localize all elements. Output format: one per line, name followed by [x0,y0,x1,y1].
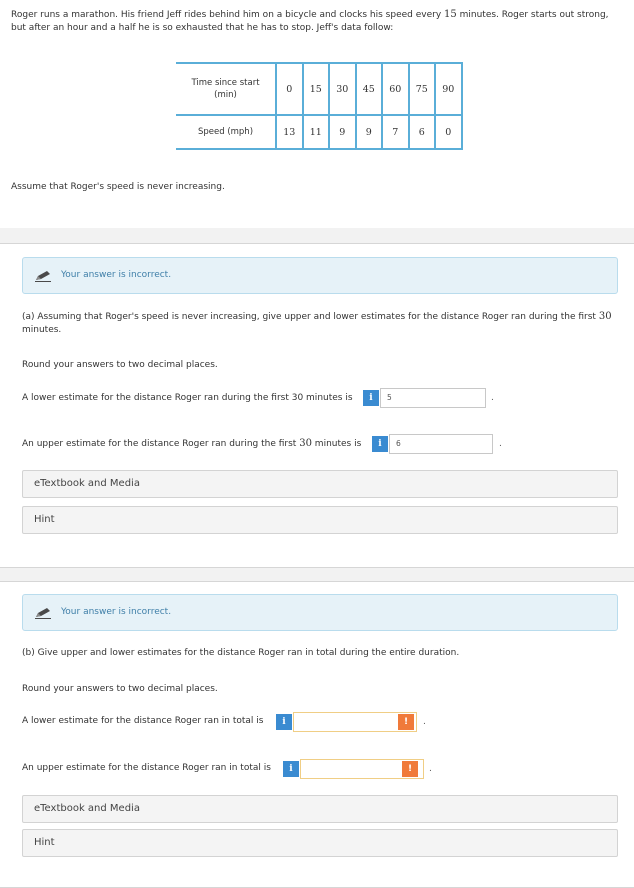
total-upper-estimate-label: An upper estimate for the distance Roger ran in total is [22,763,271,773]
problem-statement [0,0,634,228]
part-a-feedback [22,257,618,294]
upper-label-text: An upper estimate for the distance Roger ran during the first [22,439,300,449]
part-b-question: (b) Give upper and lower estimates for the distance Roger ran in total during the entire duration. [22,648,460,658]
intro-text-part1: Roger runs a marathon. His friend Jeff rides behind him on a bicycle and clocks his speed every [11,10,445,20]
period: . [499,439,502,449]
period: . [429,764,432,774]
assumption-text: Assume that Roger's speed is never increasing. [11,182,225,192]
time-cell: 30 [329,63,356,115]
time-cell: 45 [356,63,383,115]
upper-estimate-input[interactable]: 6 [389,434,493,454]
period: . [423,717,426,727]
speed-cell: 0 [435,115,462,149]
time-row [176,63,462,115]
speed-data-table [176,62,463,150]
warning-icon: ! [402,761,418,777]
intro-interval-number: 15 [444,9,457,20]
info-icon[interactable]: i [283,761,299,777]
upper-label-text-end: minutes is [311,439,362,449]
intro-text-part2: minutes. Roger starts out strong, but after an hour and a half he is so exhausted that he has to stop. Jeff's data follow: [11,10,609,33]
speed-label: Speed (mph) [176,115,276,149]
time-label-line2: (min) [214,90,237,100]
warning-icon: ! [398,714,414,730]
feedback-text: Your answer is incorrect. [61,607,172,617]
speed-cell: 13 [276,115,303,149]
info-icon[interactable]: i [276,714,292,730]
info-icon[interactable]: i [372,436,388,452]
lower-estimate-input[interactable]: 5 [380,388,486,408]
etextbook-button[interactable]: eTextbook and Media [22,795,618,823]
question-text-end: minutes. [22,325,62,335]
part-a-question [22,310,622,337]
time-cell: 75 [409,63,436,115]
speed-row [176,115,462,149]
question-text: (a) Assuming that Roger's speed is never increasing, give upper and lower estimates for the distance Roger ran during the first [22,312,599,322]
time-label [176,63,276,115]
speed-cell: 9 [329,115,356,149]
upper-estimate-label [22,437,372,451]
time-cell: 90 [435,63,462,115]
rounding-instruction: Round your answers to two decimal places. [22,684,218,694]
intro-text [11,8,621,35]
hint-button[interactable]: Hint [22,829,618,857]
time-cell: 60 [382,63,409,115]
part-b-feedback [22,594,618,631]
feedback-text: Your answer is incorrect. [61,270,172,280]
time-cell: 0 [276,63,303,115]
hint-button[interactable]: Hint [22,506,618,534]
time-cell: 15 [303,63,330,115]
speed-cell: 11 [303,115,330,149]
pencil-icon [35,607,51,619]
part-b-panel [0,581,634,888]
etextbook-button[interactable]: eTextbook and Media [22,470,618,498]
upper-label-number: 30 [299,438,312,449]
pencil-icon [35,270,51,282]
rounding-instruction: Round your answers to two decimal places. [22,360,218,370]
part-a-panel [0,243,634,568]
speed-cell: 9 [356,115,383,149]
time-label-line1: Time since start [191,78,260,88]
total-lower-estimate-label: A lower estimate for the distance Roger ran in total is [22,716,264,726]
speed-cell: 7 [382,115,409,149]
question-number: 30 [598,311,612,322]
speed-cell: 6 [409,115,436,149]
period: . [491,393,494,403]
info-icon[interactable]: i [363,390,379,406]
lower-estimate-label: A lower estimate for the distance Roger ran during the first 30 minutes is [22,393,353,403]
